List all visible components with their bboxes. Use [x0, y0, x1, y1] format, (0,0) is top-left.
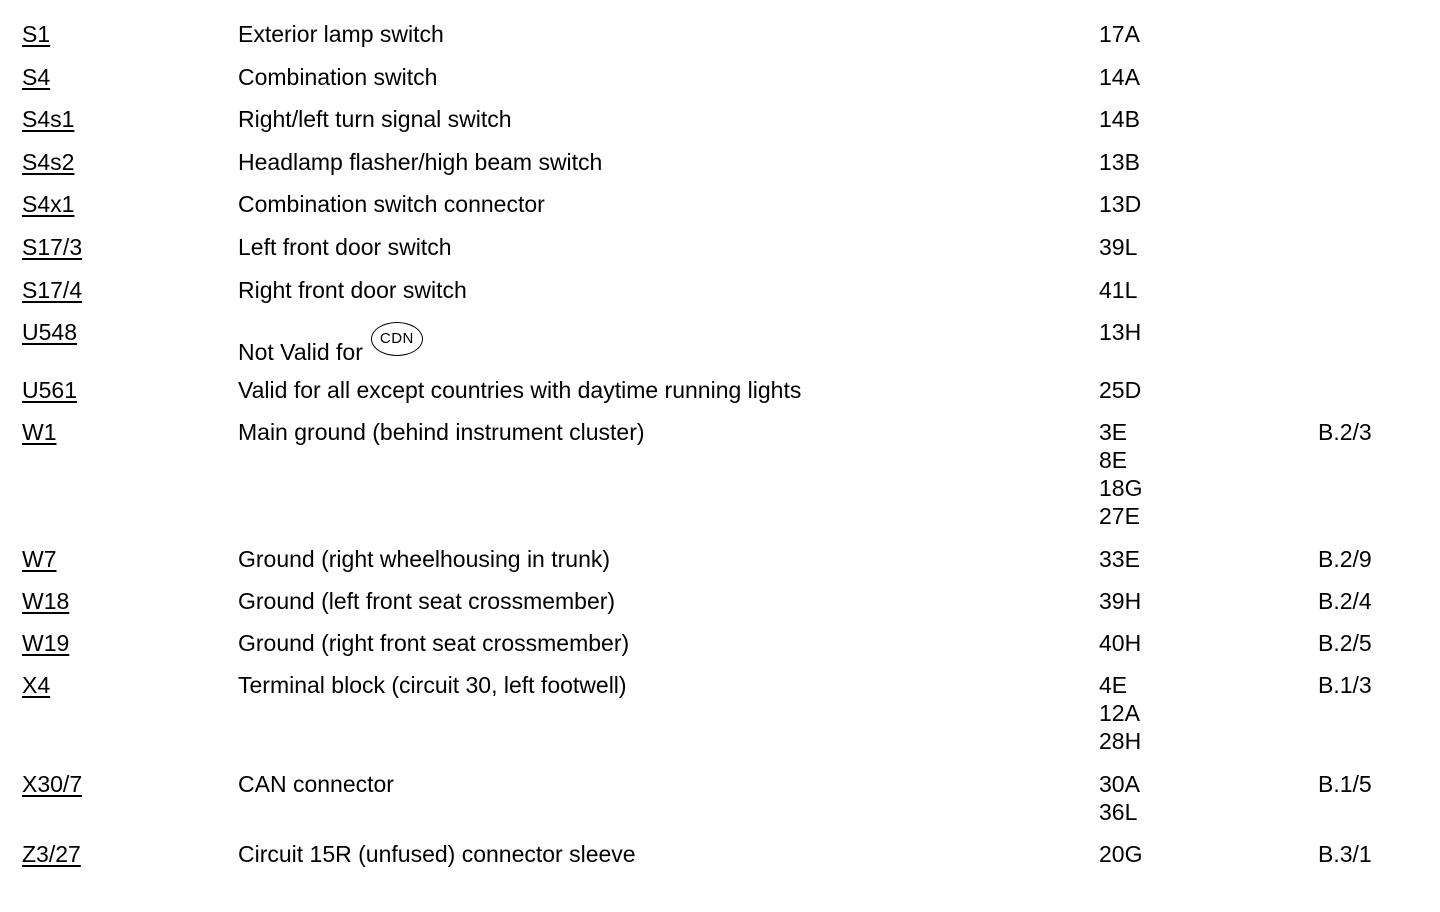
grid-location: 3E [1099, 418, 1128, 445]
grid-location: 39H [1099, 587, 1142, 614]
grid-locations [1099, 105, 1140, 133]
component-code-link[interactable]: S4 [22, 63, 51, 90]
component-code-link[interactable]: S17/4 [22, 276, 83, 303]
location-reference: B.3/1 [1318, 840, 1372, 867]
component-code-link[interactable]: S4s1 [22, 106, 75, 132]
legend-row [0, 770, 1440, 840]
grid-location: 20G [1099, 840, 1143, 867]
component-code-link[interactable]: W7 [22, 545, 57, 572]
grid-location: 27E [1099, 502, 1140, 529]
legend-row [0, 148, 1440, 191]
grid-location: 33E [1099, 545, 1140, 572]
grid-location: 13D [1099, 191, 1142, 217]
grid-location: 13B [1099, 148, 1140, 175]
grid-locations [1099, 318, 1141, 346]
component-description: Combination switch [238, 63, 438, 90]
grid-location: 18G [1099, 474, 1143, 501]
legend-row [0, 318, 1440, 376]
grid-location: 14B [1099, 106, 1140, 132]
component-code-link[interactable]: S4x1 [22, 191, 75, 217]
legend-row [0, 587, 1440, 629]
grid-locations [1099, 376, 1141, 404]
location-reference: B.2/4 [1318, 587, 1372, 614]
component-code-link[interactable]: S4s2 [22, 148, 75, 175]
component-code-link[interactable]: U561 [22, 376, 77, 403]
grid-location: 13H [1099, 318, 1142, 345]
grid-locations [1099, 190, 1141, 218]
grid-location: 36L [1099, 798, 1138, 825]
component-description: CAN connector [238, 770, 394, 797]
grid-locations [1099, 20, 1140, 48]
grid-location: 12A [1099, 699, 1140, 726]
legend-row [0, 671, 1440, 770]
grid-location: 4E [1099, 671, 1128, 698]
component-description: Right/left turn signal switch [238, 106, 512, 132]
country-code-badge: CDN [371, 322, 423, 356]
grid-locations [1099, 770, 1140, 826]
legend-row [0, 276, 1440, 318]
component-description: Combination switch connector [238, 191, 545, 217]
grid-locations [1099, 276, 1137, 304]
component-code-link[interactable]: W18 [22, 587, 70, 614]
legend-row [0, 190, 1440, 233]
component-code-link[interactable]: W1 [22, 418, 57, 445]
component-description: Ground (right front seat crossmember) [238, 629, 630, 656]
component-code-link[interactable]: Z3/27 [22, 840, 81, 867]
grid-location: 14A [1099, 63, 1140, 90]
grid-location: 30A [1099, 770, 1140, 797]
legend-row [0, 233, 1440, 276]
legend-row [0, 629, 1440, 671]
legend-row [0, 840, 1440, 882]
component-description: Main ground (behind instrument cluster) [238, 418, 645, 445]
legend-row [0, 63, 1440, 106]
component-code-link[interactable]: S1 [22, 21, 51, 47]
component-legend-table [0, 20, 1440, 882]
legend-row [0, 105, 1440, 148]
grid-location: 40H [1099, 629, 1142, 656]
grid-locations [1099, 629, 1141, 657]
component-description: Ground (left front seat crossmember) [238, 587, 616, 614]
location-reference: B.2/9 [1318, 545, 1372, 572]
component-description: Right front door switch [238, 276, 467, 303]
component-code-link[interactable]: S17/3 [22, 233, 83, 260]
grid-locations [1099, 418, 1142, 530]
component-description: Circuit 15R (unfused) connector sleeve [238, 840, 636, 867]
component-description: Valid for all except countries with daytime running lights [238, 376, 802, 403]
grid-locations [1099, 840, 1142, 868]
legend-row [0, 20, 1440, 63]
component-code-link[interactable]: U548 [22, 318, 77, 345]
component-code-link[interactable]: W19 [22, 629, 70, 656]
component-description [238, 329, 423, 366]
component-description: Ground (right wheelhousing in trunk) [238, 545, 611, 572]
grid-location: 28H [1099, 727, 1142, 754]
grid-location: 41L [1099, 276, 1138, 303]
grid-locations [1099, 587, 1141, 615]
location-reference: B.1/5 [1318, 770, 1372, 797]
location-reference: B.2/3 [1318, 418, 1372, 445]
component-description: Headlamp flasher/high beam switch [238, 148, 603, 175]
grid-locations [1099, 148, 1140, 176]
grid-locations [1099, 63, 1140, 91]
grid-locations [1099, 671, 1141, 755]
location-reference: B.2/5 [1318, 629, 1372, 656]
component-description: Exterior lamp switch [238, 21, 444, 47]
grid-location: 8E [1099, 446, 1128, 473]
component-description: Left front door switch [238, 233, 452, 260]
description-text: Not Valid for [238, 338, 363, 365]
grid-location: 25D [1099, 376, 1142, 403]
grid-location: 17A [1099, 21, 1140, 47]
legend-row [0, 545, 1440, 587]
component-description: Terminal block (circuit 30, left footwell) [238, 671, 627, 698]
location-reference: B.1/3 [1318, 671, 1372, 698]
grid-locations [1099, 233, 1137, 261]
component-code-link[interactable]: X30/7 [22, 770, 83, 797]
component-code-link[interactable]: X4 [22, 671, 51, 698]
legend-row [0, 376, 1440, 418]
grid-location: 39L [1099, 233, 1138, 260]
grid-locations [1099, 545, 1140, 573]
legend-row [0, 418, 1440, 545]
